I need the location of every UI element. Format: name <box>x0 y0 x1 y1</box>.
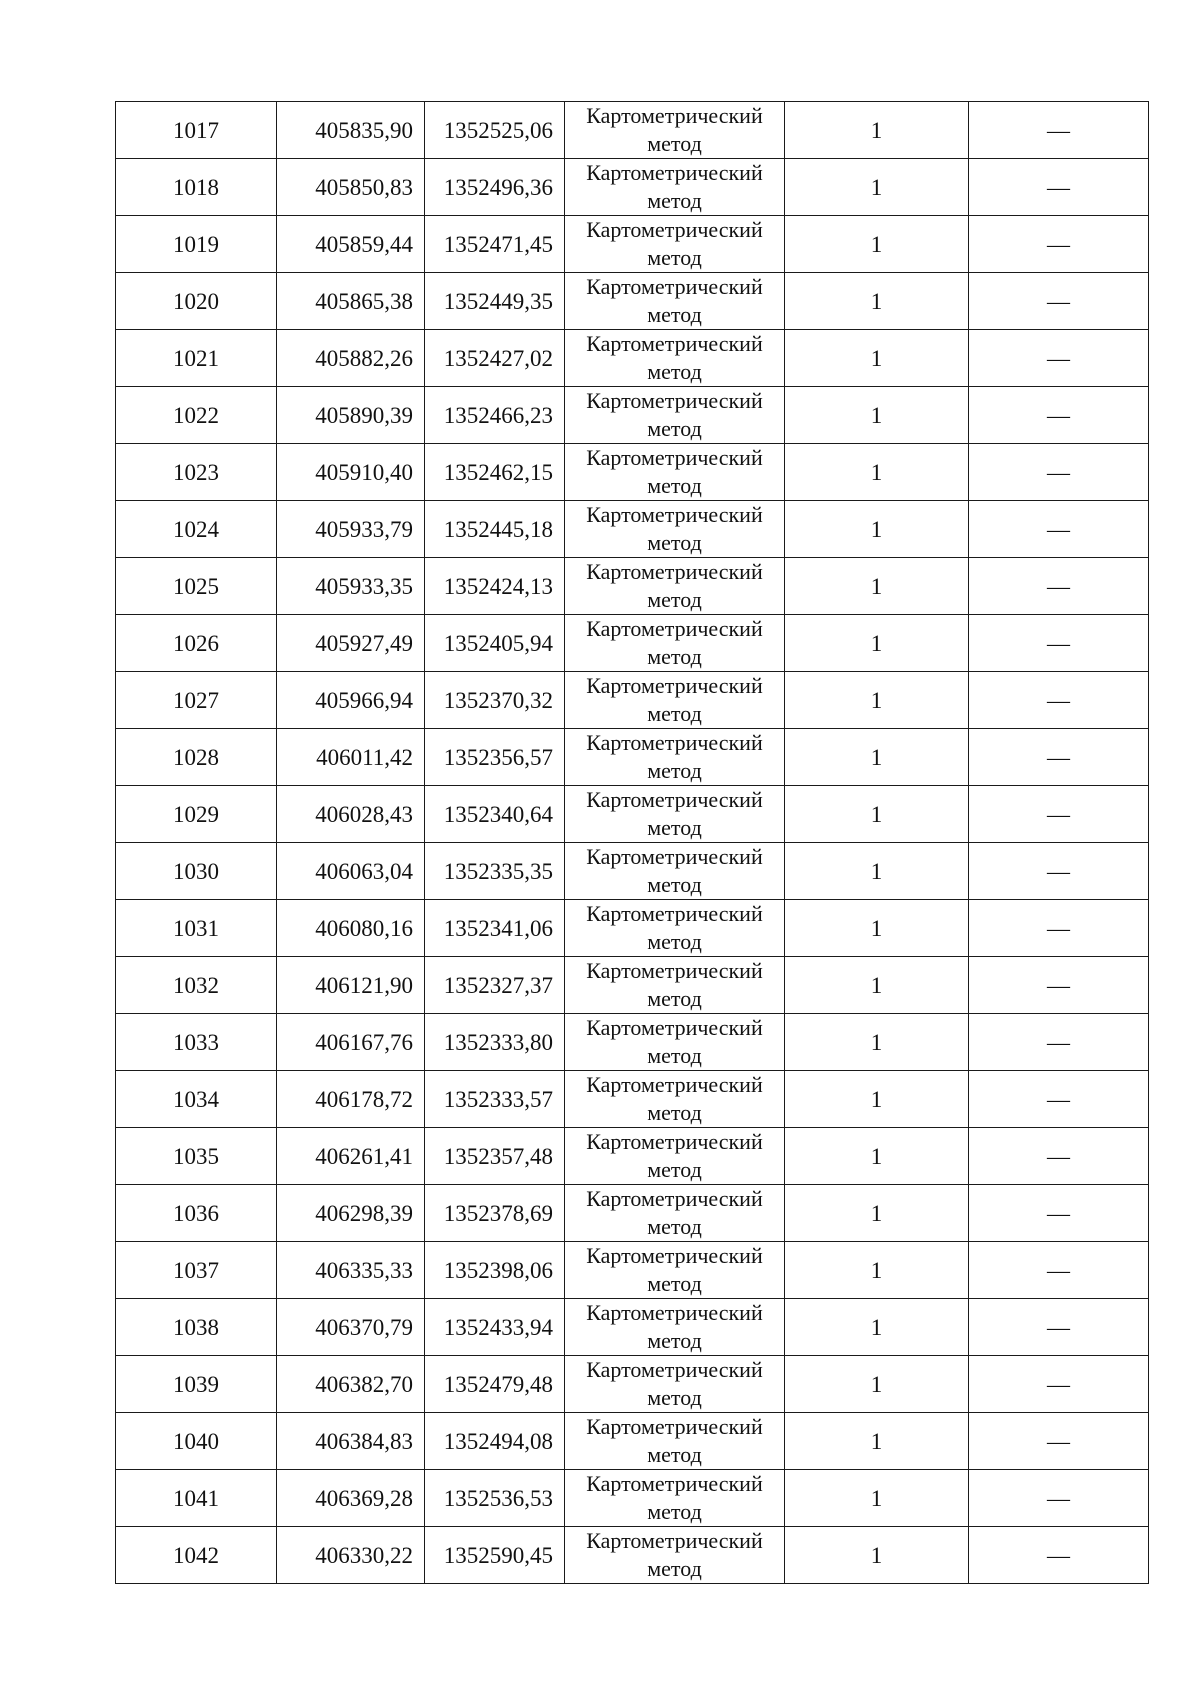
method-line2: метод <box>647 302 702 327</box>
x-coordinate-cell: 406261,41 <box>277 1128 425 1185</box>
accuracy-cell: 1 <box>785 330 969 387</box>
table-row <box>116 1356 1149 1413</box>
point-number-cell: 1025 <box>116 558 277 615</box>
x-coordinate-cell: 405933,35 <box>277 558 425 615</box>
description-cell: — <box>969 1128 1149 1185</box>
x-coordinate-cell: 406121,90 <box>277 957 425 1014</box>
x-coordinate-cell: 406335,33 <box>277 1242 425 1299</box>
point-number-cell: 1021 <box>116 330 277 387</box>
method-line1: Картометрический <box>586 901 763 926</box>
method-line2: метод <box>647 872 702 897</box>
method-line2: метод <box>647 815 702 840</box>
description-cell: — <box>969 444 1149 501</box>
table-row <box>116 672 1149 729</box>
method-line2: метод <box>647 1271 702 1296</box>
point-number-cell: 1024 <box>116 501 277 558</box>
table-row <box>116 159 1149 216</box>
method-line2: метод <box>647 1214 702 1239</box>
table-row <box>116 558 1149 615</box>
method-line1: Картометрический <box>586 1072 763 1097</box>
method-line2: метод <box>647 644 702 669</box>
method-line2: метод <box>647 701 702 726</box>
accuracy-cell: 1 <box>785 672 969 729</box>
description-cell: — <box>969 843 1149 900</box>
method-line2: метод <box>647 929 702 954</box>
method-line1: Картометрический <box>586 1015 763 1040</box>
y-coordinate-cell: 1352590,45 <box>425 1527 565 1584</box>
y-coordinate-cell: 1352378,69 <box>425 1185 565 1242</box>
method-line2: метод <box>647 1499 702 1524</box>
description-cell: — <box>969 501 1149 558</box>
point-number-cell: 1020 <box>116 273 277 330</box>
method-cell <box>565 159 785 216</box>
y-coordinate-cell: 1352405,94 <box>425 615 565 672</box>
method-cell <box>565 1014 785 1071</box>
x-coordinate-cell: 405927,49 <box>277 615 425 672</box>
method-line1: Картометрический <box>586 502 763 527</box>
accuracy-cell: 1 <box>785 843 969 900</box>
accuracy-cell: 1 <box>785 558 969 615</box>
description-cell: — <box>969 672 1149 729</box>
method-cell <box>565 558 785 615</box>
method-line1: Картометрический <box>586 1471 763 1496</box>
table-row <box>116 444 1149 501</box>
x-coordinate-cell: 405966,94 <box>277 672 425 729</box>
x-coordinate-cell: 406080,16 <box>277 900 425 957</box>
method-line2: метод <box>647 1043 702 1068</box>
y-coordinate-cell: 1352333,57 <box>425 1071 565 1128</box>
x-coordinate-cell: 406382,70 <box>277 1356 425 1413</box>
method-line1: Картометрический <box>586 844 763 869</box>
accuracy-cell: 1 <box>785 615 969 672</box>
method-cell <box>565 1128 785 1185</box>
description-cell: — <box>969 1356 1149 1413</box>
x-coordinate-cell: 406178,72 <box>277 1071 425 1128</box>
y-coordinate-cell: 1352340,64 <box>425 786 565 843</box>
y-coordinate-cell: 1352466,23 <box>425 387 565 444</box>
method-cell <box>565 1356 785 1413</box>
point-number-cell: 1023 <box>116 444 277 501</box>
x-coordinate-cell: 405910,40 <box>277 444 425 501</box>
table-row <box>116 900 1149 957</box>
method-line1: Картометрический <box>586 616 763 641</box>
method-line2: метод <box>647 1385 702 1410</box>
method-line1: Картометрический <box>586 103 763 128</box>
point-number-cell: 1033 <box>116 1014 277 1071</box>
y-coordinate-cell: 1352462,15 <box>425 444 565 501</box>
x-coordinate-cell: 406167,76 <box>277 1014 425 1071</box>
method-line1: Картометрический <box>586 1129 763 1154</box>
y-coordinate-cell: 1352357,48 <box>425 1128 565 1185</box>
y-coordinate-cell: 1352525,06 <box>425 102 565 159</box>
method-line2: метод <box>647 1328 702 1353</box>
description-cell: — <box>969 1413 1149 1470</box>
table-row <box>116 1242 1149 1299</box>
description-cell: — <box>969 615 1149 672</box>
point-number-cell: 1017 <box>116 102 277 159</box>
point-number-cell: 1038 <box>116 1299 277 1356</box>
table-row <box>116 1128 1149 1185</box>
y-coordinate-cell: 1352370,32 <box>425 672 565 729</box>
method-cell <box>565 672 785 729</box>
method-line1: Картометрический <box>586 559 763 584</box>
point-number-cell: 1031 <box>116 900 277 957</box>
accuracy-cell: 1 <box>785 1128 969 1185</box>
accuracy-cell: 1 <box>785 1242 969 1299</box>
y-coordinate-cell: 1352427,02 <box>425 330 565 387</box>
point-number-cell: 1028 <box>116 729 277 786</box>
method-cell <box>565 387 785 444</box>
coordinates-table-body <box>116 102 1149 1584</box>
method-cell <box>565 1299 785 1356</box>
method-line2: метод <box>647 986 702 1011</box>
y-coordinate-cell: 1352356,57 <box>425 729 565 786</box>
description-cell: — <box>969 729 1149 786</box>
method-cell <box>565 102 785 159</box>
table-row <box>116 786 1149 843</box>
method-cell <box>565 786 785 843</box>
y-coordinate-cell: 1352494,08 <box>425 1413 565 1470</box>
x-coordinate-cell: 406298,39 <box>277 1185 425 1242</box>
accuracy-cell: 1 <box>785 1470 969 1527</box>
method-line1: Картометрический <box>586 274 763 299</box>
accuracy-cell: 1 <box>785 1413 969 1470</box>
point-number-cell: 1042 <box>116 1527 277 1584</box>
table-row <box>116 1299 1149 1356</box>
point-number-cell: 1029 <box>116 786 277 843</box>
method-cell <box>565 1071 785 1128</box>
x-coordinate-cell: 405850,83 <box>277 159 425 216</box>
accuracy-cell: 1 <box>785 786 969 843</box>
method-line1: Картометрический <box>586 1243 763 1268</box>
description-cell: — <box>969 102 1149 159</box>
accuracy-cell: 1 <box>785 216 969 273</box>
point-number-cell: 1035 <box>116 1128 277 1185</box>
method-line2: метод <box>647 530 702 555</box>
description-cell: — <box>969 273 1149 330</box>
x-coordinate-cell: 406384,83 <box>277 1413 425 1470</box>
description-cell: — <box>969 159 1149 216</box>
x-coordinate-cell: 406370,79 <box>277 1299 425 1356</box>
y-coordinate-cell: 1352424,13 <box>425 558 565 615</box>
table-row <box>116 1014 1149 1071</box>
point-number-cell: 1036 <box>116 1185 277 1242</box>
y-coordinate-cell: 1352341,06 <box>425 900 565 957</box>
x-coordinate-cell: 405933,79 <box>277 501 425 558</box>
point-number-cell: 1026 <box>116 615 277 672</box>
table-row <box>116 387 1149 444</box>
method-line2: метод <box>647 473 702 498</box>
method-cell <box>565 1527 785 1584</box>
x-coordinate-cell: 406011,42 <box>277 729 425 786</box>
accuracy-cell: 1 <box>785 159 969 216</box>
method-line1: Картометрический <box>586 673 763 698</box>
y-coordinate-cell: 1352327,37 <box>425 957 565 1014</box>
method-line1: Картометрический <box>586 730 763 755</box>
y-coordinate-cell: 1352433,94 <box>425 1299 565 1356</box>
x-coordinate-cell: 406369,28 <box>277 1470 425 1527</box>
y-coordinate-cell: 1352445,18 <box>425 501 565 558</box>
accuracy-cell: 1 <box>785 729 969 786</box>
method-cell <box>565 900 785 957</box>
method-line2: метод <box>647 188 702 213</box>
accuracy-cell: 1 <box>785 1299 969 1356</box>
description-cell: — <box>969 1185 1149 1242</box>
method-cell <box>565 330 785 387</box>
point-number-cell: 1032 <box>116 957 277 1014</box>
table-row <box>116 273 1149 330</box>
method-cell <box>565 957 785 1014</box>
accuracy-cell: 1 <box>785 102 969 159</box>
description-cell: — <box>969 558 1149 615</box>
method-cell <box>565 273 785 330</box>
accuracy-cell: 1 <box>785 273 969 330</box>
x-coordinate-cell: 406028,43 <box>277 786 425 843</box>
table-row <box>116 1071 1149 1128</box>
point-number-cell: 1027 <box>116 672 277 729</box>
method-line2: метод <box>647 245 702 270</box>
method-cell <box>565 1242 785 1299</box>
method-cell <box>565 1413 785 1470</box>
description-cell: — <box>969 957 1149 1014</box>
method-line1: Картометрический <box>586 787 763 812</box>
accuracy-cell: 1 <box>785 957 969 1014</box>
accuracy-cell: 1 <box>785 444 969 501</box>
method-line1: Картометрический <box>586 1357 763 1382</box>
description-cell: — <box>969 1527 1149 1584</box>
table-row <box>116 615 1149 672</box>
point-number-cell: 1041 <box>116 1470 277 1527</box>
accuracy-cell: 1 <box>785 1071 969 1128</box>
method-line1: Картометрический <box>586 1528 763 1553</box>
method-line1: Картометрический <box>586 331 763 356</box>
x-coordinate-cell: 405835,90 <box>277 102 425 159</box>
table-row <box>116 1185 1149 1242</box>
method-line2: метод <box>647 131 702 156</box>
method-line1: Картометрический <box>586 1414 763 1439</box>
x-coordinate-cell: 405882,26 <box>277 330 425 387</box>
coordinates-table <box>115 101 1149 1584</box>
method-line2: метод <box>647 359 702 384</box>
method-line1: Картометрический <box>586 160 763 185</box>
point-number-cell: 1019 <box>116 216 277 273</box>
x-coordinate-cell: 405890,39 <box>277 387 425 444</box>
method-line2: метод <box>647 416 702 441</box>
point-number-cell: 1022 <box>116 387 277 444</box>
description-cell: — <box>969 1242 1149 1299</box>
method-line2: метод <box>647 1556 702 1581</box>
method-line2: метод <box>647 1100 702 1125</box>
method-line2: метод <box>647 587 702 612</box>
x-coordinate-cell: 405865,38 <box>277 273 425 330</box>
method-line1: Картометрический <box>586 1186 763 1211</box>
y-coordinate-cell: 1352335,35 <box>425 843 565 900</box>
description-cell: — <box>969 216 1149 273</box>
method-cell <box>565 1185 785 1242</box>
method-cell <box>565 843 785 900</box>
point-number-cell: 1030 <box>116 843 277 900</box>
method-cell <box>565 216 785 273</box>
y-coordinate-cell: 1352333,80 <box>425 1014 565 1071</box>
method-line1: Картометрический <box>586 217 763 242</box>
point-number-cell: 1040 <box>116 1413 277 1470</box>
description-cell: — <box>969 900 1149 957</box>
accuracy-cell: 1 <box>785 1527 969 1584</box>
accuracy-cell: 1 <box>785 1356 969 1413</box>
method-cell <box>565 501 785 558</box>
table-row <box>116 501 1149 558</box>
method-cell <box>565 729 785 786</box>
y-coordinate-cell: 1352479,48 <box>425 1356 565 1413</box>
description-cell: — <box>969 1014 1149 1071</box>
description-cell: — <box>969 786 1149 843</box>
method-cell <box>565 1470 785 1527</box>
description-cell: — <box>969 1470 1149 1527</box>
accuracy-cell: 1 <box>785 387 969 444</box>
method-line1: Картометрический <box>586 1300 763 1325</box>
table-row <box>116 1470 1149 1527</box>
point-number-cell: 1018 <box>116 159 277 216</box>
method-cell <box>565 444 785 501</box>
table-row <box>116 729 1149 786</box>
y-coordinate-cell: 1352496,36 <box>425 159 565 216</box>
method-line1: Картометрический <box>586 388 763 413</box>
accuracy-cell: 1 <box>785 1185 969 1242</box>
x-coordinate-cell: 405859,44 <box>277 216 425 273</box>
y-coordinate-cell: 1352471,45 <box>425 216 565 273</box>
table-row <box>116 957 1149 1014</box>
table-row <box>116 330 1149 387</box>
table-row <box>116 843 1149 900</box>
point-number-cell: 1039 <box>116 1356 277 1413</box>
point-number-cell: 1034 <box>116 1071 277 1128</box>
method-line2: метод <box>647 1157 702 1182</box>
method-line2: метод <box>647 758 702 783</box>
point-number-cell: 1037 <box>116 1242 277 1299</box>
accuracy-cell: 1 <box>785 900 969 957</box>
description-cell: — <box>969 330 1149 387</box>
x-coordinate-cell: 406063,04 <box>277 843 425 900</box>
method-cell <box>565 615 785 672</box>
y-coordinate-cell: 1352536,53 <box>425 1470 565 1527</box>
description-cell: — <box>969 1299 1149 1356</box>
y-coordinate-cell: 1352398,06 <box>425 1242 565 1299</box>
y-coordinate-cell: 1352449,35 <box>425 273 565 330</box>
x-coordinate-cell: 406330,22 <box>277 1527 425 1584</box>
table-row <box>116 1527 1149 1584</box>
accuracy-cell: 1 <box>785 1014 969 1071</box>
description-cell: — <box>969 387 1149 444</box>
table-row <box>116 216 1149 273</box>
description-cell: — <box>969 1071 1149 1128</box>
method-line2: метод <box>647 1442 702 1467</box>
method-line1: Картометрический <box>586 958 763 983</box>
table-row <box>116 102 1149 159</box>
accuracy-cell: 1 <box>785 501 969 558</box>
method-line1: Картометрический <box>586 445 763 470</box>
table-row <box>116 1413 1149 1470</box>
